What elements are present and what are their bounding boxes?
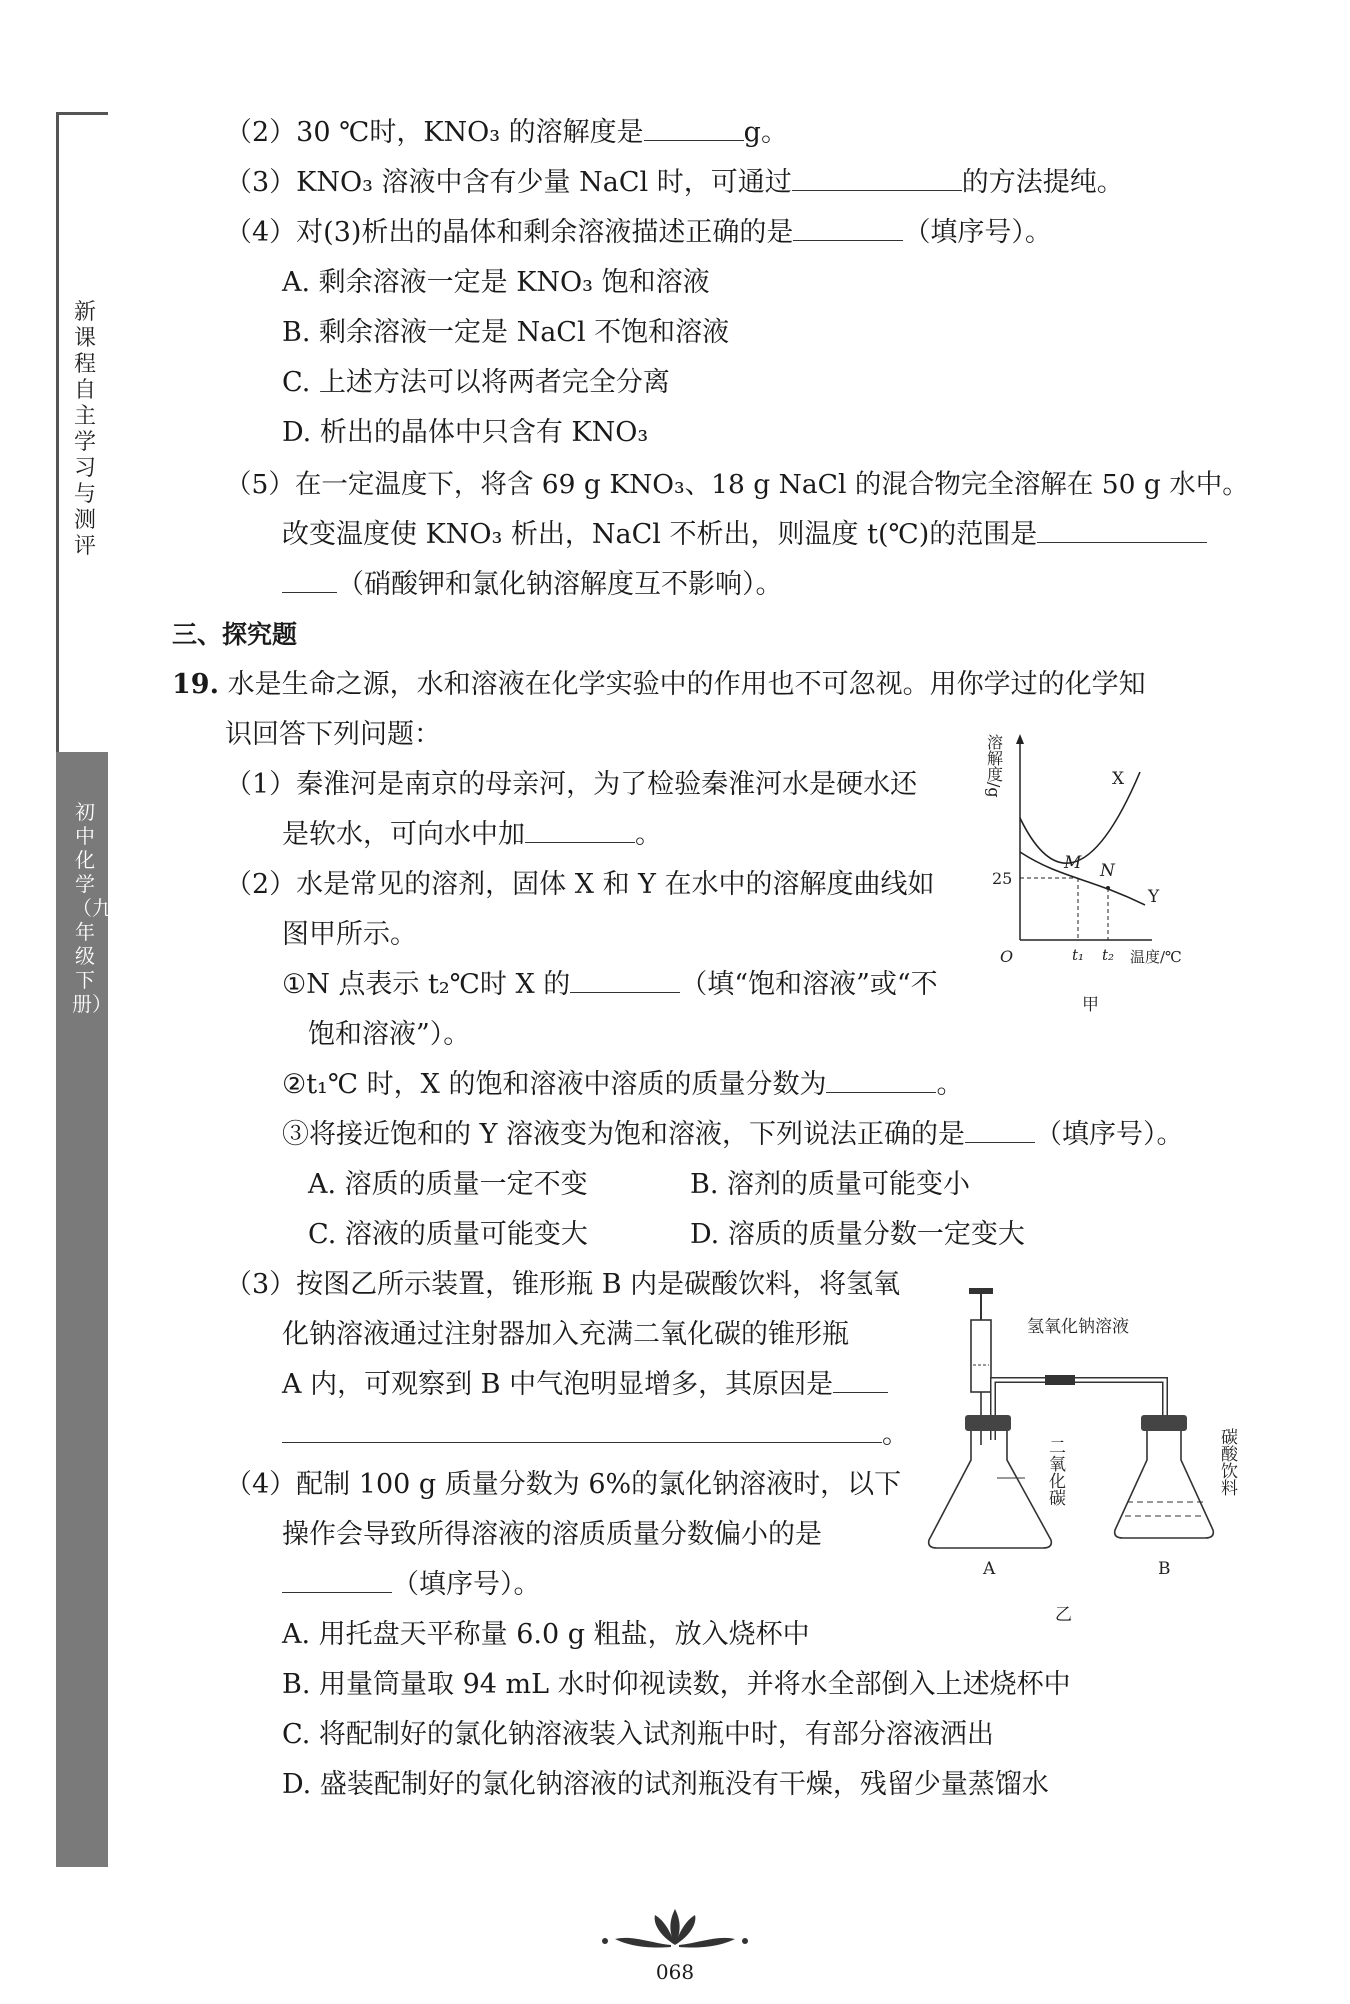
flask-a-stopper [965, 1415, 1011, 1431]
q19-option: D. 溶质的质量分数一定变大 [690, 1219, 1025, 1250]
answer-blank[interactable] [570, 966, 680, 993]
q19-part2-sub2: ②t₁℃ 时，X 的饱和溶液中溶质的质量分数为 。 [282, 1066, 963, 1104]
connecting-tube-inner [993, 1380, 1165, 1440]
syringe-plunger [969, 1288, 993, 1294]
flask-b-label: B [1158, 1559, 1171, 1579]
q18-part5-line3: （硝酸钾和氯化钠溶解度互不影响）。 [282, 566, 783, 604]
label-drink: 碳酸饮料 [1217, 1428, 1237, 1496]
q19-part4-line3: （填序号）。 [282, 1566, 541, 1604]
q18-option: B. 剩余溶液一定是 NaCl 不饱和溶液 [282, 317, 730, 348]
q19-part3-line1: （3）按图乙所示装置，锥形瓶 B 内是碳酸饮料，将氢氧 [225, 1269, 901, 1300]
curve-y [1020, 852, 1145, 905]
x-tick-t2: t₂ [1102, 946, 1115, 964]
figure-caption: 乙 [1055, 1605, 1072, 1625]
q19-intro-line1: 19. 水是生命之源，水和溶液在化学实验中的作用也不可忽视。用你学过的化学知 [172, 669, 1146, 700]
q19-option: B. 溶剂的质量可能变小 [690, 1169, 971, 1200]
q19-option: C. 溶液的质量可能变大 [308, 1219, 588, 1250]
answer-blank[interactable] [793, 214, 903, 241]
point-n-marker [1106, 886, 1110, 890]
q19-option: A. 溶质的质量一定不变 [308, 1169, 588, 1200]
point-n-label: N [1100, 861, 1115, 881]
sidebar-book-title: 初中化学（九年级下册） [72, 800, 112, 1016]
answer-blank[interactable] [525, 816, 635, 843]
q18-part5-line1: （5）在一定温度下，将含 69 g KNO₃、18 g NaCl 的混合物完全溶解在 50 g 水中。 [225, 469, 1249, 500]
series-y-label: Y [1148, 887, 1160, 907]
connecting-tube [993, 1380, 1165, 1440]
section-heading: 三、探究题 [172, 620, 298, 649]
q19-part1-line1: （1）秦淮河是南京的母亲河，为了检验秦淮河水是硬水还 [225, 769, 918, 800]
q19-part2-sub1-cont: 饱和溶液”）。 [308, 1019, 471, 1050]
q19-part4-line2: 操作会导致所得溶液的溶质质量分数偏小的是 [282, 1519, 822, 1550]
tube-clip [1045, 1375, 1075, 1385]
q18-part4: （4）对(3)析出的晶体和剩余溶液描述正确的是 （填序号）。 [225, 214, 1052, 252]
flask-b-stopper [1141, 1415, 1187, 1431]
answer-blank[interactable] [1037, 516, 1207, 543]
q19-intro-line2: 识回答下列问题： [225, 719, 441, 750]
q19-part4-line1: （4）配制 100 g 质量分数为 6%的氯化钠溶液时，以下 [225, 1469, 902, 1500]
answer-blank[interactable] [282, 566, 337, 593]
answer-blank[interactable] [644, 114, 744, 141]
q18-option: D. 析出的晶体中只含有 KNO₃ [282, 417, 649, 448]
q19-part3-line2: 化钠溶液通过注射器加入充满二氧化碳的锥形瓶 [282, 1319, 849, 1350]
q19-part2-sub1: ①N 点表示 t₂℃时 X 的 （填“饱和溶液”或“不 [282, 966, 938, 1004]
x-tick-t1: t₁ [1072, 946, 1085, 964]
answer-blank[interactable] [833, 1366, 888, 1393]
question-number: 19. [172, 669, 219, 700]
q19-part1-line2: 是软水，可向水中加 。 [282, 816, 662, 854]
q19-option: C. 将配制好的氯化钠溶液装入试剂瓶中时，有部分溶液洒出 [282, 1719, 994, 1750]
page-number: 068 [655, 1960, 695, 1984]
flask-b [1115, 1431, 1214, 1538]
sidebar-series-title: 新课程自主学习与测评 [73, 300, 96, 559]
answer-blank[interactable] [792, 164, 962, 191]
flask-a [929, 1431, 1052, 1548]
q19-option: A. 用托盘天平称量 6.0 g 粗盐，放入烧杯中 [282, 1619, 810, 1650]
footer-ornament [575, 1905, 775, 1955]
q18-part5-line2: 改变温度使 KNO₃ 析出，NaCl 不析出，则温度 t(℃)的范围是 [282, 516, 1207, 554]
q19-option: B. 用量筒量取 94 mL 水时仰视读数，并将水全部倒入上述烧杯中 [282, 1669, 1071, 1700]
q18-option: C. 上述方法可以将两者完全分离 [282, 367, 670, 398]
y-tick-label: 25 [992, 869, 1013, 888]
y-axis-arrow [1016, 734, 1024, 744]
q19-part3-line4: 。 [282, 1416, 909, 1454]
q19-option: D. 盛装配制好的氯化钠溶液的试剂瓶没有干燥，残留少量蒸馏水 [282, 1769, 1049, 1800]
flask-a-label: A [983, 1559, 996, 1579]
q19-part2-sub3: ③将接近饱和的 Y 溶液变为饱和溶液，下列说法正确的是 （填序号）。 [282, 1116, 1184, 1154]
origin-label: O [1000, 947, 1014, 966]
q19-part2-line1: （2）水是常见的溶剂，固体 X 和 Y 在水中的溶解度曲线如 [225, 869, 935, 900]
q19-part2-line2: 图甲所示。 [282, 919, 417, 950]
answer-blank[interactable] [282, 1416, 882, 1443]
series-x-label: X [1112, 769, 1125, 789]
q19-part3-line3: A 内，可观察到 B 中气泡明显增多，其原因是 [282, 1366, 888, 1404]
q18-option: A. 剩余溶液一定是 KNO₃ 饱和溶液 [282, 267, 710, 298]
syringe-barrel [971, 1320, 991, 1392]
label-co2: 二氧化碳 [1045, 1438, 1065, 1506]
x-axis-label: 温度/℃ [1130, 948, 1182, 966]
y-axis-label: 溶解度/g [984, 734, 1004, 798]
answer-blank[interactable] [282, 1566, 392, 1593]
point-m-label: M [1064, 853, 1082, 873]
q18-part3: （3）KNO₃ 溶液中含有少量 NaCl 时，可通过 的方法提纯。 [225, 164, 1124, 202]
solubility-figure [980, 730, 1220, 1030]
apparatus-figure [915, 1280, 1245, 1640]
figure-caption: 甲 [1082, 995, 1099, 1015]
q18-part2: （2）30 ℃时，KNO₃ 的溶解度是 g。 [225, 114, 788, 152]
answer-blank[interactable] [965, 1116, 1035, 1143]
answer-blank[interactable] [826, 1066, 936, 1093]
label-naoh: 氢氧化钠溶液 [1027, 1317, 1129, 1337]
